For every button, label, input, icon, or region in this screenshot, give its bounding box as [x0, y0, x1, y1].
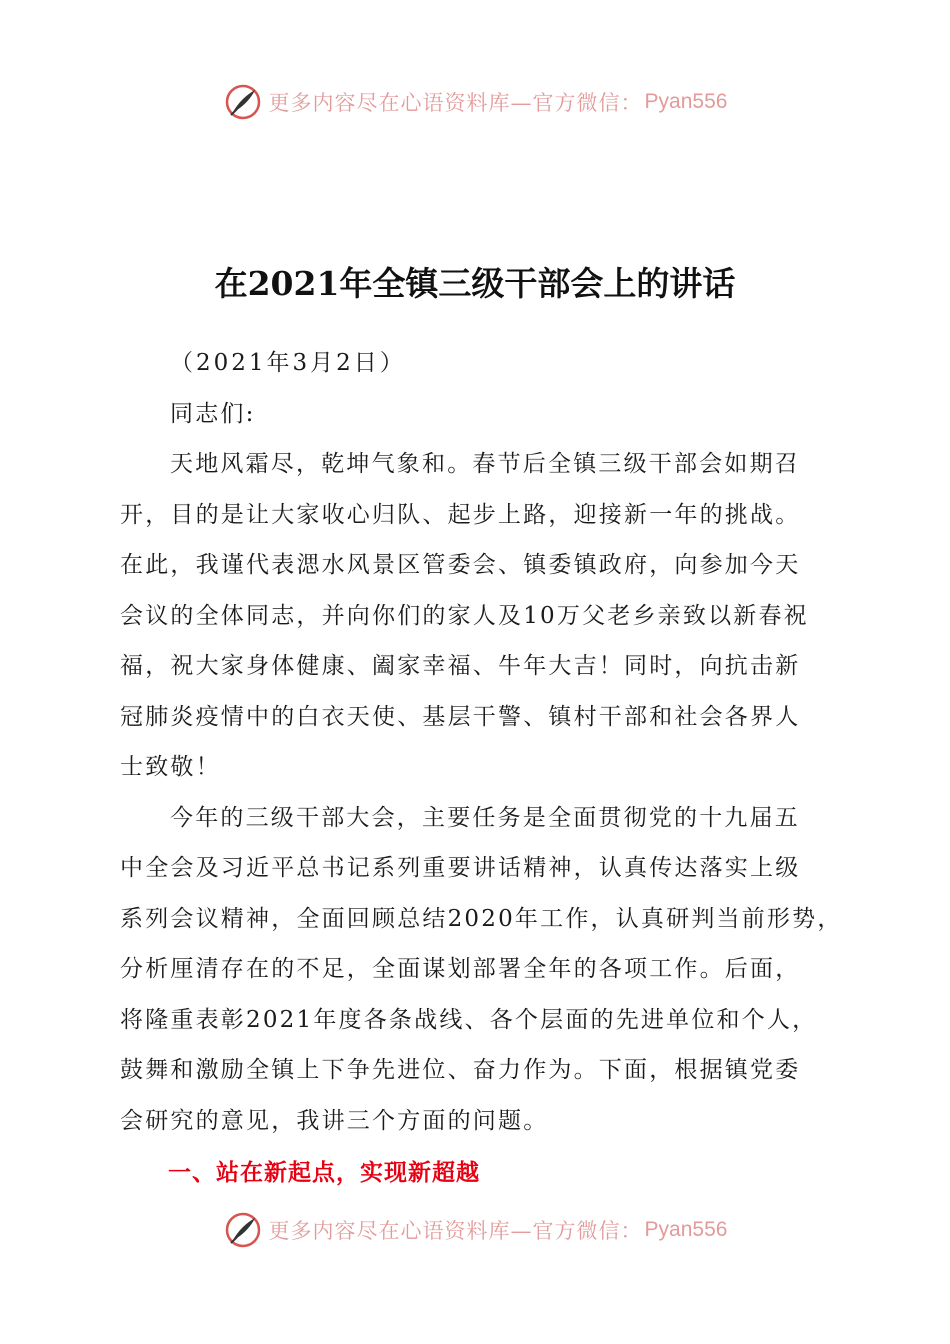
quill-logo-icon	[223, 1210, 263, 1250]
paragraph-2-line: 会研究的意见，我讲三个方面的问题。	[120, 1107, 549, 1134]
paragraph-1-line: 在此，我谨代表㴓水风景区管委会、镇委镇政府，向参加今天	[120, 552, 801, 578]
header-watermark	[0, 80, 950, 124]
paragraph-1-line: 福，祝大家身体健康、阖家幸福、牛年大吉！同时，向抗击新	[120, 653, 801, 679]
watermark-text: 更多内容尽在心语资料库—官方微信：	[268, 91, 643, 115]
paragraph-2-line: 系列会议精神，全面回顾总结2020年工作，认真研判当前形势，	[120, 905, 843, 932]
watermark-wechat-id: Pyan556	[644, 1218, 728, 1241]
salutation: 同志们:	[170, 400, 256, 427]
quill-logo-icon	[223, 82, 263, 122]
paragraph-2-line: 分析厘清存在的不足，全面谋划部署全年的各项工作。后面，	[120, 956, 801, 982]
paragraph-2-line: 将隆重表彰2021年度各条战线、各个层面的先进单位和个人，	[120, 1006, 818, 1033]
paragraph-2-line: 中全会及习近平总书记系列重要讲话精神，认真传达落实上级	[120, 855, 801, 881]
document-title: 在2021年全镇三级干部会上的讲话	[214, 264, 736, 303]
paragraph-1-line: 开，目的是让大家收心归队、起步上路，迎接新一年的挑战。	[120, 501, 801, 528]
paragraph-1-line: 会议的全体同志，并向你们的家人及10万父老乡亲致以新春祝	[120, 602, 809, 629]
watermark-wechat-id: Pyan556	[644, 90, 728, 113]
footer-watermark	[0, 1208, 950, 1252]
paragraph-2-line: 今年的三级干部大会，主要任务是全面贯彻党的十九届五	[170, 804, 800, 831]
paragraph-2-line: 鼓舞和激励全镇上下争先进位、奋力作为。下面，根据镇党委	[120, 1057, 801, 1083]
paragraph-1-line: 士致敬！	[120, 754, 221, 780]
watermark-text: 更多内容尽在心语资料库—官方微信：	[268, 1219, 643, 1243]
document-body	[120, 338, 843, 1199]
section-heading: 一、站在新起点，实现新超越	[168, 1160, 480, 1186]
paragraph-1-line: 冠肺炎疫情中的白衣天使、基层干警、镇村干部和社会各界人	[120, 703, 801, 730]
paragraph-1-line: 天地风霜尽，乾坤气象和。春节后全镇三级干部会如期召	[170, 451, 800, 477]
speech-date: （2021年3月2日）	[170, 350, 406, 376]
